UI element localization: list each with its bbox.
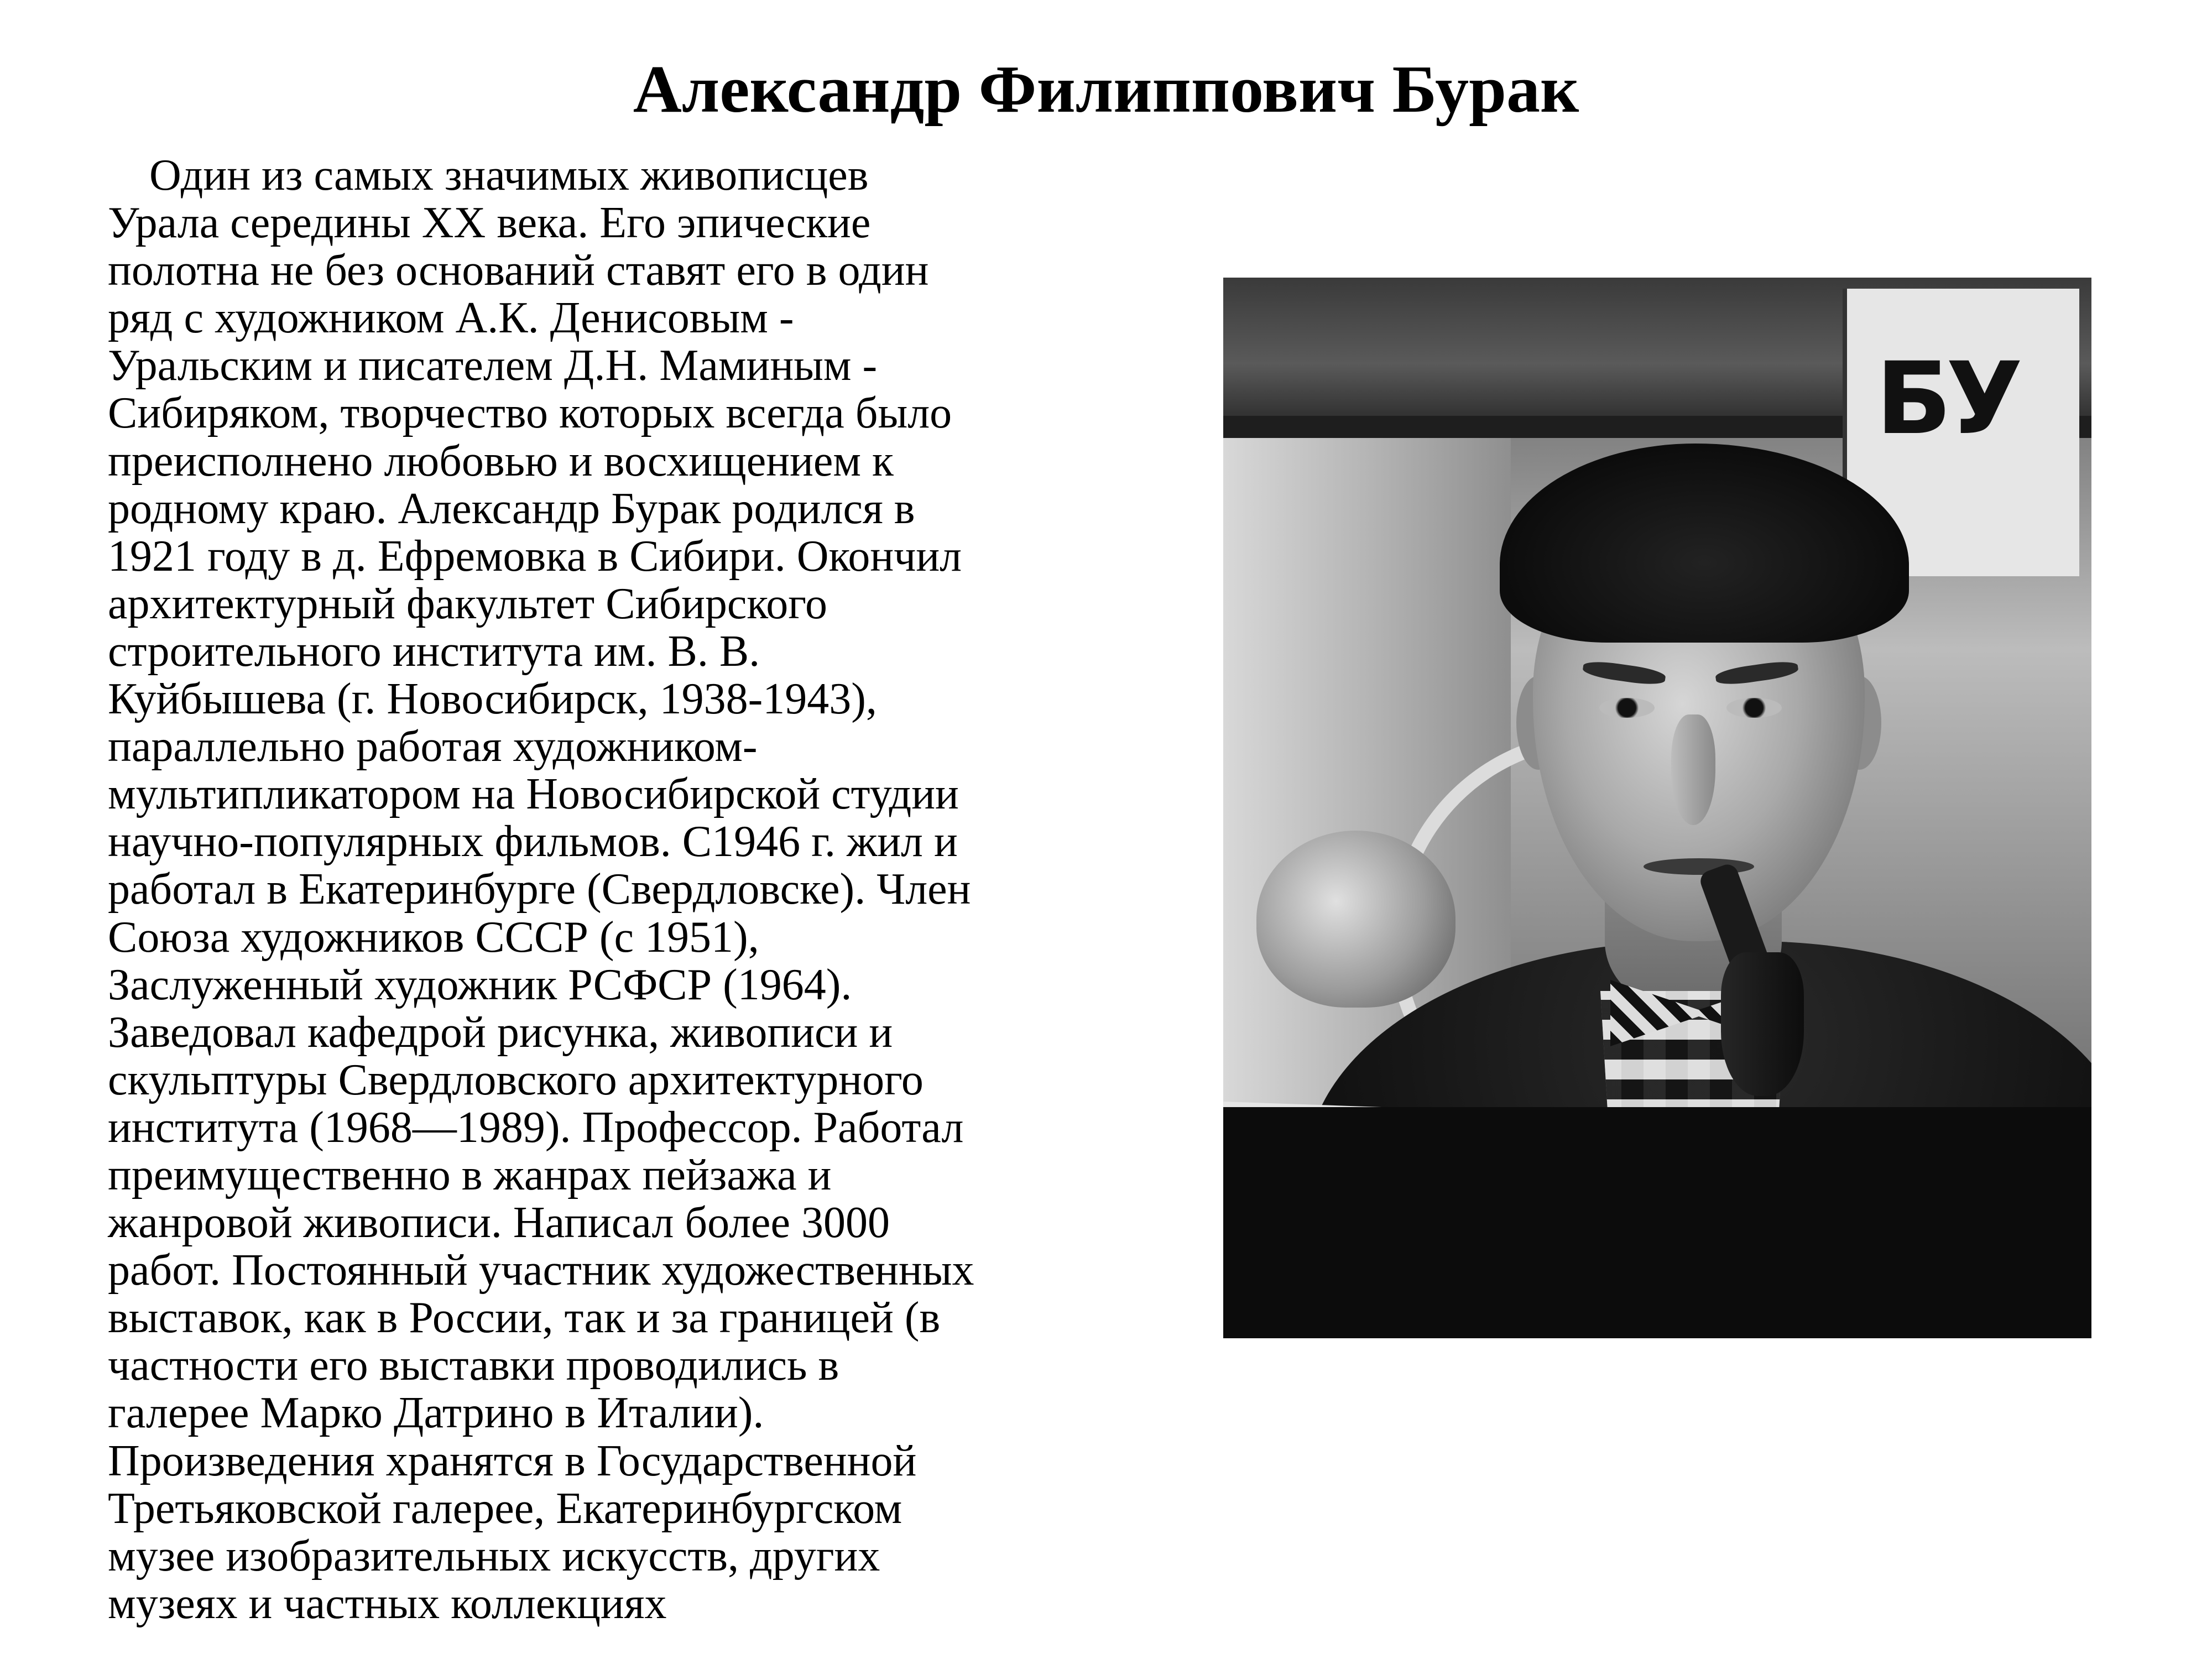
biography-line: галерее Марко Датрино в Италии). bbox=[108, 1389, 764, 1438]
biography-line: выставок, как в России, так и за границей (в bbox=[108, 1293, 941, 1343]
biography-line: музее изобразительных искусств, других bbox=[108, 1531, 880, 1580]
biography-line: Уральским и писателем Д.Н. Маминым - bbox=[108, 341, 878, 390]
photo-eye bbox=[1726, 698, 1782, 718]
biography-line: ряд с художником А.К. Денисовым - bbox=[108, 294, 794, 343]
biography-line: Заслуженный художник РСФСР (1964). bbox=[108, 960, 852, 1009]
biography-line: Сибиряком, творчество которых всегда было bbox=[108, 389, 952, 438]
biography-line: полотна не без оснований ставят его в один bbox=[108, 246, 929, 295]
biography-line: Заведовал кафедрой рисунка, живописи и bbox=[108, 1008, 893, 1057]
biography-line: музеях и частных коллекциях bbox=[108, 1579, 667, 1628]
biography-line: Один из самых значимых живописцев bbox=[149, 151, 869, 200]
biography-line: Произведения хранятся в Государственной bbox=[108, 1436, 917, 1485]
biography-line: Союза художников СССР (с 1951), bbox=[108, 912, 759, 962]
biography-text bbox=[108, 152, 1103, 1627]
photo-nose bbox=[1671, 714, 1715, 825]
biography-line: мультипликатором на Новосибирской студии bbox=[108, 770, 959, 819]
biography-line: Третьяковской галерее, Екатеринбургском bbox=[108, 1484, 902, 1533]
photo-poster-text: БУ bbox=[1876, 341, 2017, 457]
biography-line: жанровой живописи. Написал более 3000 bbox=[108, 1198, 890, 1248]
portrait-photo bbox=[1223, 278, 2091, 1338]
photo-lamp bbox=[1256, 831, 1455, 1008]
biography-line: архитектурный факультет Сибирского bbox=[108, 579, 828, 628]
biography-line: 1921 году в д. Ефремовка в Сибири. Окончил bbox=[108, 531, 962, 581]
biography-line: работал в Екатеринбурге (Свердловске). Член bbox=[108, 865, 971, 914]
biography-line: научно-популярных фильмов. С1946 г. жил и bbox=[108, 817, 958, 867]
biography-line: института (1968—1989). Профессор. Работал bbox=[108, 1103, 964, 1152]
slide-title: Александр Филиппович Бурак bbox=[633, 52, 1579, 127]
photo-pipe-bowl bbox=[1721, 952, 1804, 1096]
biography-line: родному краю. Александр Бурак родился в bbox=[108, 484, 915, 533]
biography-line: Куйбышева (г. Новосибирск, 1938-1943), bbox=[108, 675, 877, 724]
biography-line: строительного института им. В. В. bbox=[108, 627, 760, 676]
biography-line: частности его выставки проводились в bbox=[108, 1341, 839, 1390]
biography-line: Урала середины XX века. Его эпические bbox=[108, 199, 871, 248]
photo-eye bbox=[1599, 698, 1655, 718]
biography-line: параллельно работая художником- bbox=[108, 722, 758, 771]
biography-line: преисполнено любовью и восхищением к bbox=[108, 436, 894, 486]
biography-line: работ. Постоянный участник художественных bbox=[108, 1246, 974, 1295]
biography-line: скульптуры Свердловского архитектурного bbox=[108, 1055, 924, 1104]
biography-line: преимущественно в жанрах пейзажа и bbox=[108, 1150, 832, 1199]
photo-sketchbook bbox=[1223, 1107, 2091, 1338]
